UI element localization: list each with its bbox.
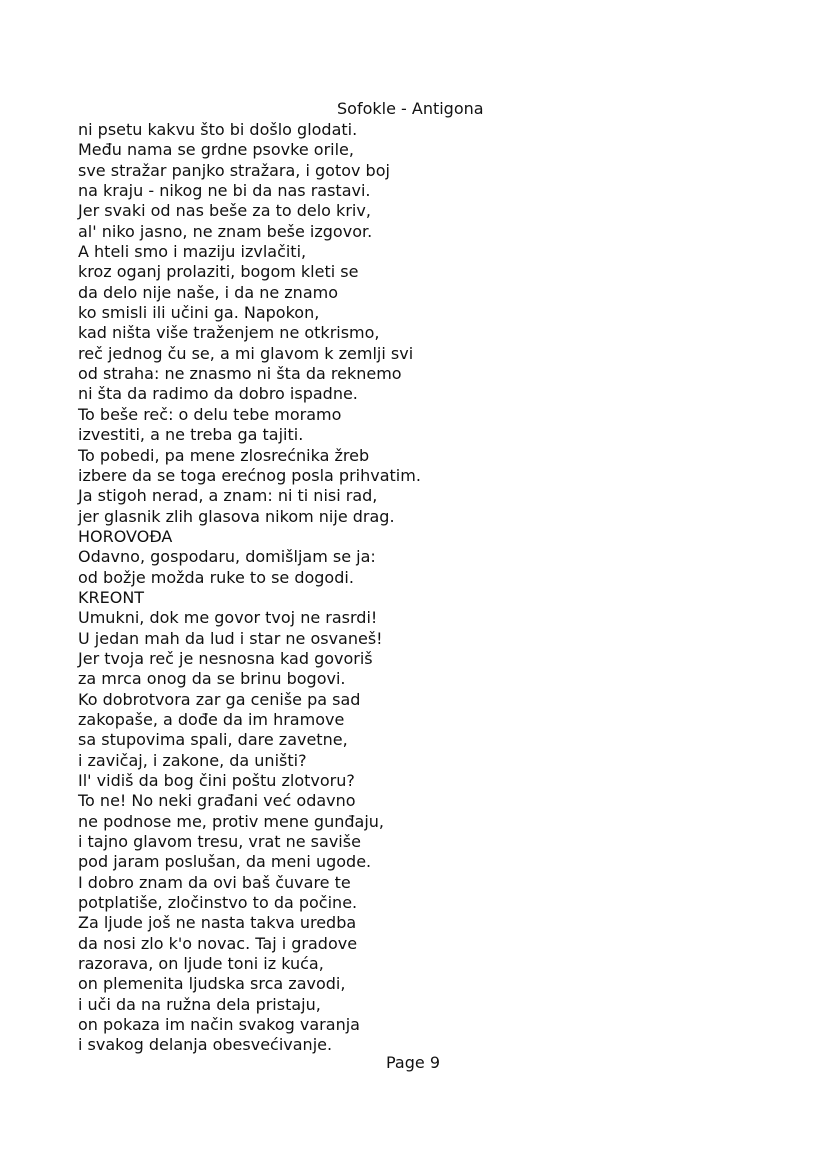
text-line: ni psetu kakvu što bi došlo glodati. — [78, 120, 358, 139]
text-line: To beše reč: o delu tebe moramo — [78, 404, 342, 424]
text-line: sa stupovima spali, dare zavetne, — [78, 730, 348, 750]
text-line: zakopaše, a dođe da im hramove — [78, 709, 345, 729]
speaker-name: HOROVOĐA — [78, 526, 173, 546]
text-line: kroz oganj prolaziti, bogom kleti se — [78, 262, 359, 282]
text-line: od straha: ne znasmo ni šta da reknemo — [78, 364, 402, 384]
text-line: izbere da se toga erećnog posla prihvatim. — [78, 465, 421, 485]
text-line: Jer svaki od nas beše za to delo kriv, — [78, 201, 371, 221]
text-line: Za ljude još ne nasta takva uredba — [78, 913, 357, 933]
text-line: izvestiti, a ne treba ga tajiti. — [78, 425, 304, 445]
page-number: Page 9 — [386, 1053, 440, 1072]
text-line: sve stražar panjko stražara, i gotov boj — [78, 160, 390, 180]
speaker-name: KREONT — [78, 587, 145, 607]
text-line: da nosi zlo k'o novac. Taj i gradove — [78, 933, 358, 953]
play-text — [78, 120, 778, 1056]
text-line: Ko dobrotvora zar ga ceniše pa sad — [78, 689, 361, 709]
text-line: potplatiše, zločinstvo to da počine. — [78, 893, 358, 913]
text-line: od božje možda ruke to se dogodi. — [78, 567, 354, 587]
text-line: on pokaza im način svakog varanja — [78, 1015, 360, 1035]
text-line: i tajno glavom tresu, vrat ne saviše — [78, 832, 361, 852]
text-line: i svakog delanja obesvećivanje. — [78, 1035, 333, 1055]
text-line: To ne! No neki građani već odavno — [78, 791, 356, 811]
text-line: Jer tvoja reč je nesnosna kad govoriš — [78, 648, 373, 668]
text-line: on plemenita ljudska srca zavodi, — [78, 974, 346, 994]
text-line: ko smisli ili učini ga. Napokon, — [78, 303, 320, 323]
text-line: Umukni, dok me govor tvoj ne rasrdi! — [78, 608, 378, 628]
text-line: Il' vidiš da bog čini poštu zlotvoru? — [78, 771, 355, 790]
text-line: Odavno, gospodaru, domišljam se ja: — [78, 547, 376, 567]
text-line: pod jaram poslušan, da meni ugode. — [78, 852, 372, 872]
text-line: I dobro znam da ovi baš čuvare te — [78, 872, 351, 892]
text-line: Među nama se grdne psovke orile, — [78, 140, 354, 160]
text-line: reč jednog ču se, a mi glavom k zemlji svi — [78, 343, 414, 363]
text-line: ne podnose me, protiv mene gunđaju, — [78, 811, 384, 831]
text-line: ni šta da radimo da dobro ispadne. — [78, 384, 358, 404]
text-line: i uči da na ružna dela pristaju, — [78, 994, 321, 1014]
page-header-title: Sofokle - Antigona — [337, 99, 484, 118]
text-line: kad ništa više traženjem ne otkrismo, — [78, 323, 380, 343]
text-line: A hteli smo i maziju izvlačiti, — [78, 242, 307, 262]
text-line: za mrca onog da se brinu bogovi. — [78, 669, 346, 689]
text-line: al' niko jasno, ne znam beše izgovor. — [78, 221, 373, 241]
text-line: jer glasnik zlih glasova nikom nije drag. — [78, 506, 395, 526]
text-line: To pobedi, pa mene zlosrećnika žreb — [78, 445, 370, 465]
text-line: na kraju - nikog ne bi da nas rastavi. — [78, 181, 371, 201]
text-line: razorava, on ljude toni iz kuća, — [78, 954, 324, 974]
text-line: i zavičaj, i zakone, da uništi? — [78, 750, 307, 770]
text-line: U jedan mah da lud i star ne osvaneš! — [78, 628, 383, 648]
text-line: Ja stigoh nerad, a znam: ni ti nisi rad, — [78, 486, 378, 506]
text-line: da delo nije naše, i da ne znamo — [78, 282, 338, 302]
